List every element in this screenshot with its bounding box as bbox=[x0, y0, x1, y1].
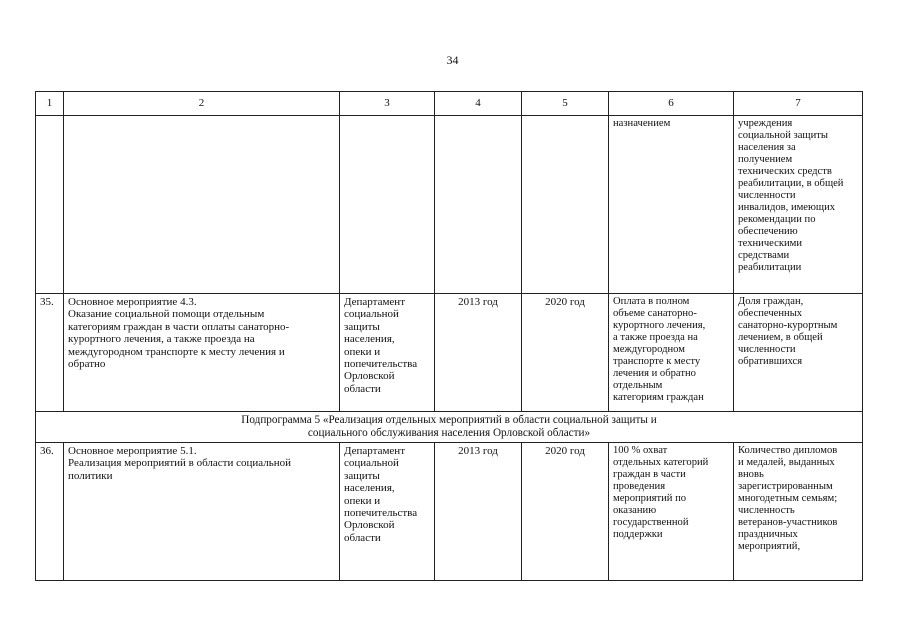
row-number bbox=[36, 116, 64, 294]
table-row-continued bbox=[36, 116, 863, 294]
table-header-row bbox=[36, 92, 863, 116]
page-number: 34 bbox=[446, 53, 459, 67]
executor-cell: Департамент социальной защиты населения, опеки и попечительства Орловской области bbox=[340, 443, 435, 581]
activity-description: Оказание социальной помощи отдельным категориям граждан в части оплаты санаторно- курортного лечения, а также проезда на междугородном транспорте к месту лечения и обратно bbox=[68, 308, 290, 371]
executor-cell: Департамент социальной защиты населения, опеки и попечительства Орловской области bbox=[340, 294, 435, 412]
subprogram-row bbox=[36, 412, 863, 443]
header-col-3: 3 bbox=[340, 92, 435, 116]
table-row bbox=[36, 443, 863, 581]
executor-cell bbox=[340, 116, 435, 294]
indicator-cell: Количество дипломов и медалей, выданных вновь зарегистрированным многодетным семьям; численность ветеранов-участников праздничных мероприятий, bbox=[734, 443, 863, 581]
activity-title: Основное мероприятие 5.1. bbox=[68, 445, 197, 457]
start-year-cell: 2013 год bbox=[435, 443, 522, 581]
header-col-1: 1 bbox=[36, 92, 64, 116]
header-col-2: 2 bbox=[64, 92, 340, 116]
header-col-7: 7 bbox=[734, 92, 863, 116]
table-row bbox=[36, 294, 863, 412]
row-number: 36. bbox=[36, 443, 64, 581]
indicator-cell: Доля граждан, обеспеченных санаторно-курортным лечением, в общей численности обратившихся bbox=[734, 294, 863, 412]
start-year-cell: 2013 год bbox=[435, 294, 522, 412]
activity-cell bbox=[64, 443, 340, 581]
activity-cell bbox=[64, 294, 340, 412]
result-cell: назначением bbox=[609, 116, 734, 294]
end-year-cell: 2020 год bbox=[522, 294, 609, 412]
result-cell: 100 % охват отдельных категорий граждан в части проведения мероприятий по оказанию государственной поддержки bbox=[609, 443, 734, 581]
activity-description: Реализация мероприятий в области социальной политики bbox=[68, 457, 292, 482]
header-col-5: 5 bbox=[522, 92, 609, 116]
end-year-cell bbox=[522, 116, 609, 294]
activity-cell bbox=[64, 116, 340, 294]
result-cell: Оплата в полном объеме санаторно- курортного лечения, а также проезда на междугородном транспорте к месту лечения и обратно отдельным категориям граждан bbox=[609, 294, 734, 412]
end-year-cell: 2020 год bbox=[522, 443, 609, 581]
program-table bbox=[35, 91, 863, 581]
indicator-cell: учреждения социальной защиты населения за получением технических средств реабилитации, в общей численности инвалидов, имеющих рекомендации по обеспечению техническими средствами реабилитации bbox=[734, 116, 863, 294]
header-col-4: 4 bbox=[435, 92, 522, 116]
header-col-6: 6 bbox=[609, 92, 734, 116]
subprogram-title: Подпрограмма 5 «Реализация отдельных мероприятий в области социальной защиты и социального обслуживания населения Орловской области» bbox=[36, 412, 863, 443]
row-number: 35. bbox=[36, 294, 64, 412]
activity-title: Основное мероприятие 4.3. bbox=[68, 296, 197, 308]
start-year-cell bbox=[435, 116, 522, 294]
